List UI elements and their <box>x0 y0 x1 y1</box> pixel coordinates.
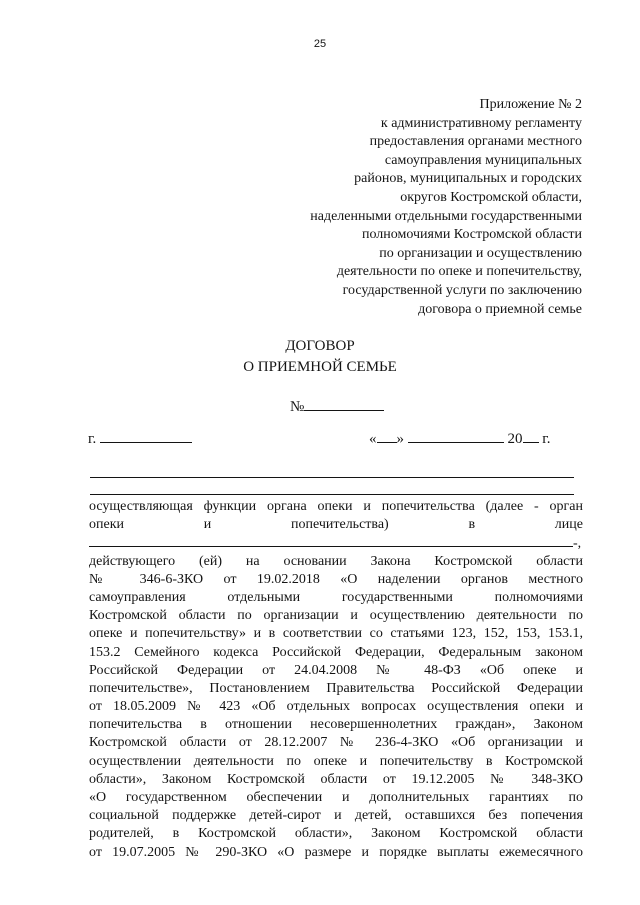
number-label: № <box>290 399 305 415</box>
body-line: от 18.05.2009 № 423 «Об отдельных вопросах осуществления опеки и <box>89 699 583 715</box>
body-line: самоуправления отдельными государственными полномочиями <box>89 589 583 605</box>
contract-body <box>89 498 583 862</box>
year-suffix: г. <box>542 431 551 447</box>
body-line: социальной поддержке детей-сирот и детей, оставшихся без попечения <box>89 808 583 824</box>
body-line: Российской Федерации от 24.04.2008 № 48-ФЗ «Об опеке и <box>89 662 583 678</box>
body-line: Костромской области от 28.12.2007 № 236-4-ЗКО «Об организации и <box>89 735 583 751</box>
year-blank <box>523 428 539 443</box>
body-line: Костромской области по организации и осуществлению деятельности по <box>89 608 583 624</box>
appendix-header <box>242 96 582 319</box>
place-label: г. <box>88 431 97 447</box>
contract-date <box>369 428 550 448</box>
body-line: «О государственном обеспечении и дополнительных гарантиях по <box>89 790 583 805</box>
contract-number <box>290 396 384 416</box>
appendix-line: полномочиями Костромской области <box>361 227 582 243</box>
organization-blank-line-2 <box>90 494 574 495</box>
appendix-line: районов, муниципальных и городских <box>354 171 582 187</box>
body-line: действующего (ей) на основании Закона Костромской области <box>89 553 583 569</box>
body-line: опеке и попечительству» и в соответствии со статьями 123, 152, 153, 153.1, <box>89 626 583 642</box>
body-line: осуществляющая функции органа опеки и попечительства (далее - орган <box>89 499 583 514</box>
body-line: попечительства в отношении несовершеннолетних граждан», Законом <box>89 717 583 733</box>
month-blank <box>408 428 504 443</box>
body-line: -, <box>573 536 582 552</box>
body-line: осуществлении деятельности по опеке и попечительству в Костромской <box>89 753 583 769</box>
representative-blank-line <box>89 534 583 552</box>
number-blank <box>304 396 384 411</box>
appendix-line: наделенными отдельными государственными <box>310 208 582 224</box>
body-line: опеки и попечительства) в лице <box>89 517 583 533</box>
representative-blank <box>89 534 573 547</box>
appendix-line: деятельности по опеке и попечительству, <box>336 264 582 280</box>
body-line: области», Законом Костромской области от 19.12.2005 № 348-ЗКО <box>89 771 583 787</box>
body-line: от 19.07.2005 № 290-ЗКО «О размере и порядке выплаты ежемесячного <box>89 844 583 860</box>
appendix-line: округов Костромской области, <box>400 189 582 205</box>
date-close-quote: » <box>396 431 404 447</box>
place-blank <box>100 428 192 443</box>
appendix-line: Приложение № 2 <box>479 97 582 112</box>
body-line: 153.2 Семейного кодекса Российской Федерации, Федеральным законом <box>89 644 583 660</box>
appendix-line: самоуправления муниципальных <box>384 152 582 168</box>
appendix-line: государственной услуги по заключению <box>342 282 582 298</box>
document-subtitle: О ПРИЕМНОЙ СЕМЬЕ <box>243 359 397 375</box>
page-number: 25 <box>313 38 327 50</box>
appendix-line: к административному регламенту <box>380 115 582 131</box>
day-blank <box>377 428 397 443</box>
organization-blank-line <box>90 477 574 478</box>
body-line: № 346-6-ЗКО от 19.02.2018 «О наделении органов местного <box>89 571 583 587</box>
body-line: родителей, в Костромской области», Законом Костромской области <box>89 826 583 842</box>
contract-place <box>88 428 192 448</box>
appendix-line: предоставления органами местного <box>369 134 582 150</box>
document-title: ДОГОВОР <box>285 338 355 354</box>
appendix-line: по организации и осуществлению <box>379 245 582 261</box>
body-line: попечительстве», Постановлением Правительства Российской Федерации <box>89 680 583 696</box>
year-prefix: 20 <box>507 431 523 447</box>
date-open-quote: « <box>369 431 377 447</box>
appendix-line: договора о приемной семье <box>418 301 582 317</box>
